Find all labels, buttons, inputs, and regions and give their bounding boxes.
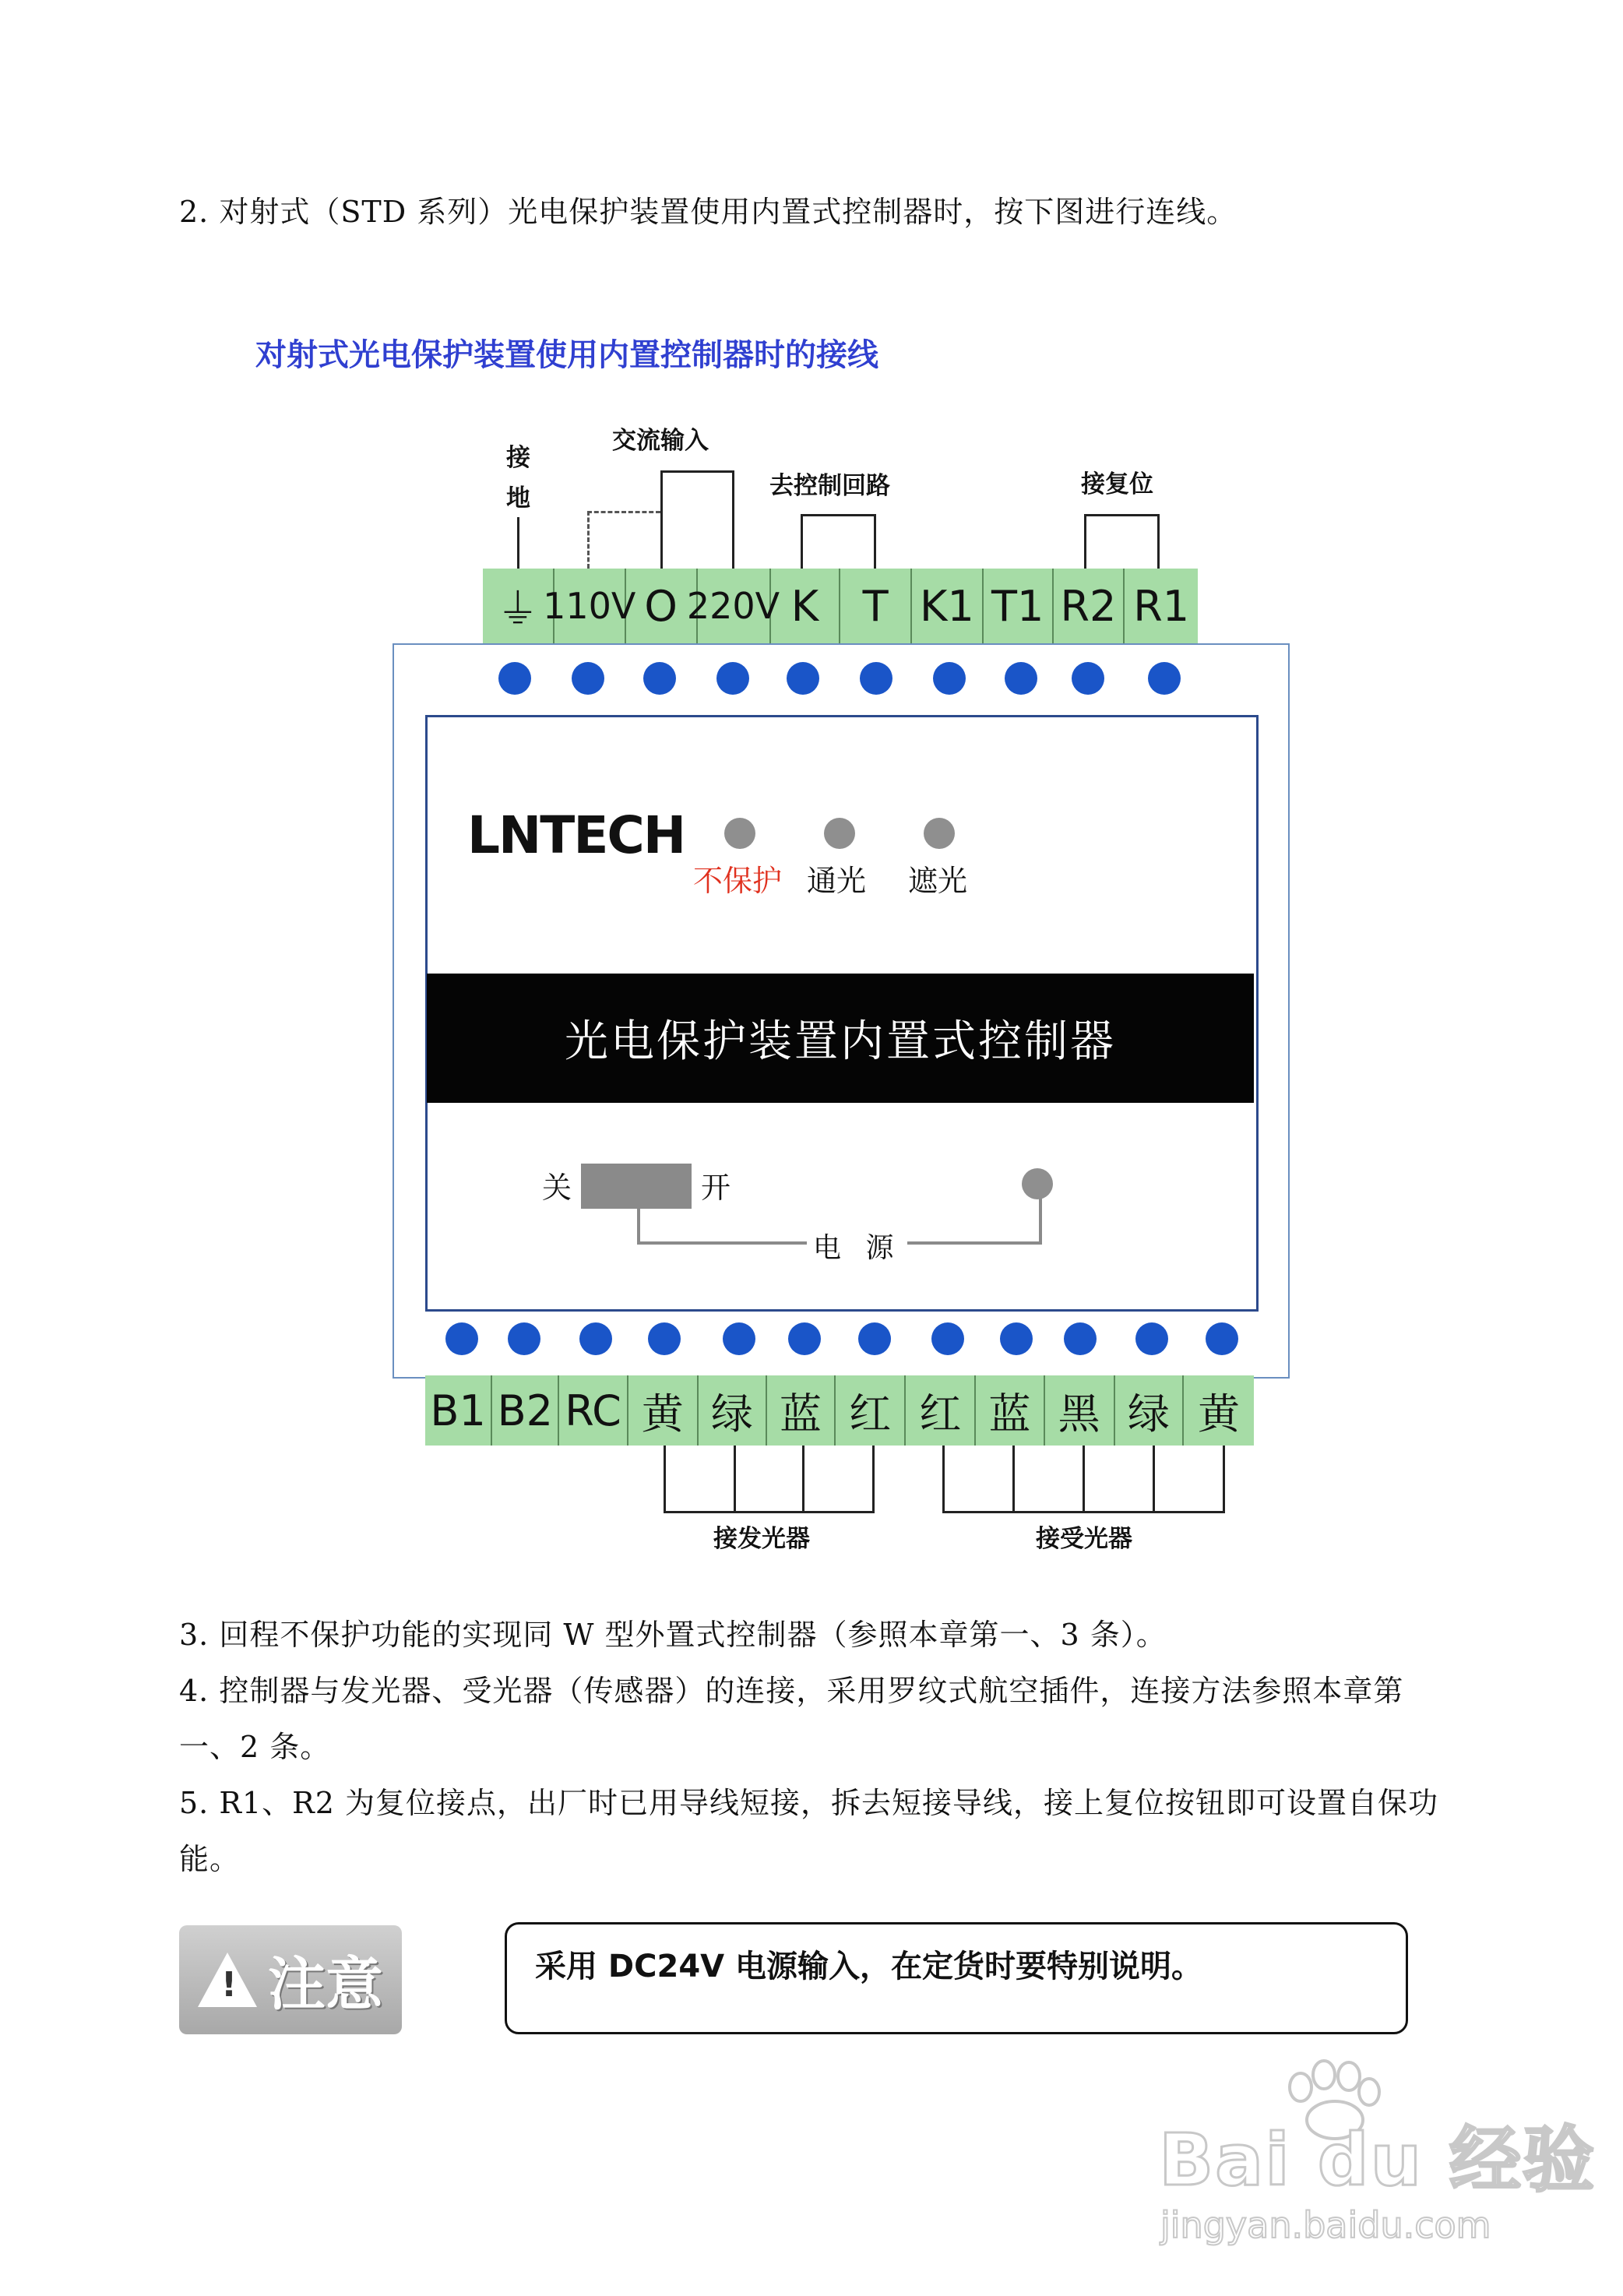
terminal-tx-blue: 蓝 — [767, 1375, 836, 1446]
screw-dot — [643, 662, 676, 695]
power-line — [1039, 1192, 1042, 1245]
rx-wire — [1083, 1446, 1085, 1512]
control-circuit-label: 去控制回路 — [769, 472, 890, 500]
product-name-band: 光电保护装置内置式控制器 — [427, 974, 1254, 1103]
terminal-k: K — [771, 569, 841, 643]
terminal-t: T — [840, 569, 912, 643]
paragraph-2: 2. 对射式（STD 系列）光电保护装置使用内置式控制器时，按下图进行连线。 — [179, 195, 1237, 229]
top-terminal-strip — [483, 569, 1198, 643]
tx-wire-bus — [664, 1511, 875, 1513]
led-label-light-pass: 通光 — [807, 864, 867, 898]
watermark-url: jingyan.baidu.com — [1160, 2204, 1491, 2246]
terminal-b2: B2 — [492, 1375, 559, 1446]
tx-wire — [872, 1446, 875, 1512]
notice-badge-text: 注意 — [268, 1951, 383, 2018]
tx-wire — [802, 1446, 804, 1512]
power-label: 电 源 — [807, 1226, 907, 1266]
led-no-protect-indicator — [724, 818, 755, 849]
terminal-b1: B1 — [425, 1375, 492, 1446]
screw-dot — [716, 662, 749, 695]
led-label-light-block: 遮光 — [908, 864, 968, 898]
ac-wire-220v — [732, 470, 734, 569]
terminal-rx-red: 红 — [906, 1375, 976, 1446]
screw-dot — [648, 1322, 681, 1355]
rx-wire-bus — [942, 1511, 1225, 1513]
screw-dot — [1206, 1322, 1238, 1355]
notice-badge — [179, 1925, 402, 2034]
brand-logo: LNTECH — [467, 805, 685, 865]
tx-wire — [734, 1446, 736, 1512]
screw-dot — [1000, 1322, 1033, 1355]
terminal-t1: T1 — [984, 569, 1054, 643]
led-light-block-indicator — [924, 818, 955, 849]
power-indicator-led — [1022, 1168, 1053, 1199]
screw-dot — [788, 1322, 821, 1355]
screw-dot — [1005, 662, 1037, 695]
terminal-rx-blue: 蓝 — [976, 1375, 1044, 1446]
rx-wire — [942, 1446, 945, 1512]
control-wire-k — [801, 514, 803, 569]
screw-dot — [1148, 662, 1181, 695]
ac-input-label: 交流输入 — [612, 427, 709, 455]
reset-wire-r1 — [1157, 514, 1160, 569]
screw-dot — [498, 662, 531, 695]
screw-dot — [1064, 1322, 1097, 1355]
terminal-ground: ⏚ — [483, 569, 554, 643]
screw-dot — [933, 662, 966, 695]
tx-wire — [664, 1446, 666, 1512]
terminal-o: O — [626, 569, 698, 643]
terminal-rc: RC — [559, 1375, 628, 1446]
dashed-110v-drop — [587, 511, 590, 569]
reset-label: 接复位 — [1081, 470, 1153, 498]
bottom-terminal-strip — [425, 1375, 1254, 1446]
screw-dot — [858, 1322, 891, 1355]
paragraph-4: 4. 控制器与发光器、受光器（传感器）的连接，采用罗纹式航空插件，连接方法参照本章第一、2 条。 — [179, 1674, 1404, 1764]
terminal-110v: 110V — [554, 569, 626, 643]
reset-wire-top — [1084, 514, 1159, 516]
terminal-tx-red: 红 — [836, 1375, 906, 1446]
screw-dot — [1072, 662, 1104, 695]
screw-dot — [445, 1322, 478, 1355]
ground-wire — [517, 517, 519, 569]
diagram-title: 对射式光电保护装置使用内置控制器时的接线 — [255, 337, 878, 373]
screw-dot — [572, 662, 604, 695]
rx-wire — [1153, 1446, 1155, 1512]
switch-on-label: 开 — [701, 1171, 731, 1205]
watermark-brand: Bai du 经验 — [1159, 2118, 1597, 2202]
screw-dot — [931, 1322, 964, 1355]
terminal-rx-black: 黑 — [1045, 1375, 1115, 1446]
switch-off-label: 关 — [542, 1171, 572, 1205]
terminal-rx-green: 绿 — [1115, 1375, 1184, 1446]
notice-box — [505, 1922, 1408, 2034]
led-label-no-protect: 不保护 — [693, 864, 783, 898]
screw-dot — [787, 662, 819, 695]
rx-wire — [1223, 1446, 1225, 1512]
terminal-tx-yellow: 黄 — [628, 1375, 699, 1446]
terminal-rx-yellow: 黄 — [1197, 1389, 1240, 1439]
terminal-tx-green: 绿 — [699, 1375, 767, 1446]
power-line — [637, 1209, 640, 1243]
paragraph-block — [179, 1607, 1456, 1887]
screw-dot — [579, 1322, 612, 1355]
ac-wire-o — [660, 470, 663, 569]
control-wire-top — [801, 514, 875, 516]
receiver-label: 接受光器 — [1036, 1525, 1132, 1553]
terminal-r1: R1 — [1133, 581, 1190, 631]
screw-dot — [508, 1322, 540, 1355]
reset-wire-r2 — [1084, 514, 1086, 569]
led-light-pass-indicator — [824, 818, 855, 849]
paragraph-3: 3. 回程不保护功能的实现同 W 型外置式控制器（参照本章第一、3 条）。 — [179, 1618, 1167, 1652]
control-wire-t — [874, 514, 876, 569]
screw-dot — [1135, 1322, 1168, 1355]
terminal-r2: R2 — [1054, 569, 1125, 643]
notice-text: 采用 DC24V 电源输入，在定货时要特别说明。 — [535, 1949, 1203, 1984]
screw-dot — [723, 1322, 755, 1355]
terminal-k1: K1 — [912, 569, 984, 643]
transmitter-label: 接发光器 — [713, 1525, 810, 1553]
ac-wire-top — [660, 470, 734, 473]
dashed-110v-wire — [587, 511, 660, 513]
rx-wire — [1012, 1446, 1015, 1512]
warning-icon: ! — [198, 1953, 257, 2007]
ground-label-bottom: 地 — [506, 484, 530, 512]
power-switch — [581, 1164, 692, 1209]
ground-label-top: 接 — [506, 444, 530, 472]
terminal-220v: 220V — [698, 569, 771, 643]
screw-dot — [860, 662, 892, 695]
paragraph-5: 5. R1、R2 为复位接点，出厂时已用导线短接，拆去短接导线，接上复位按钮即可设置自保功能。 — [179, 1786, 1438, 1876]
